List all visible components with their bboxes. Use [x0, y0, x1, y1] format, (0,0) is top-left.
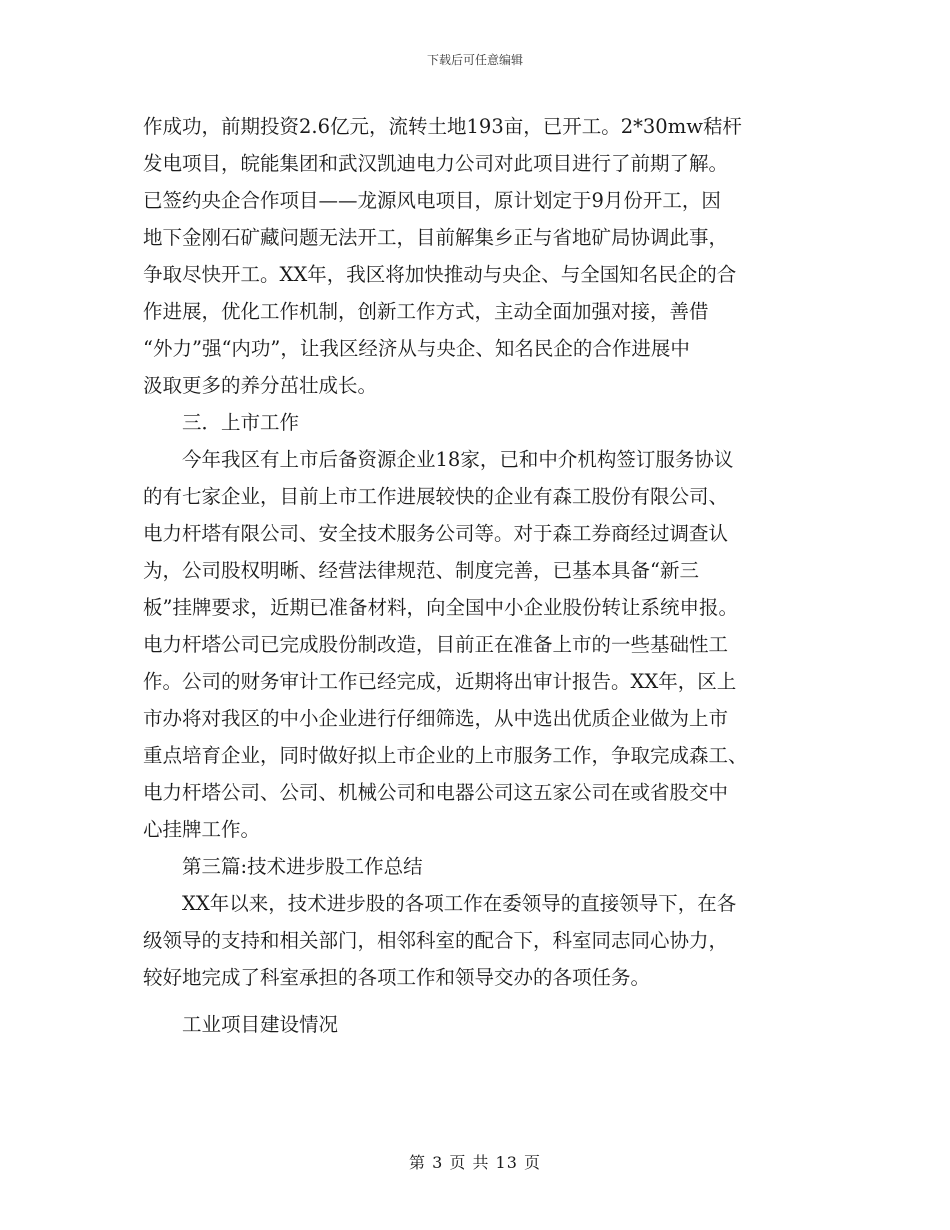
body-line: 作进展，优化工作机制，创新工作方式，主动全面加强对接，善借: [143, 300, 709, 323]
body-line: 板”挂牌要求，近期已准备材料，向全国中小企业股份转让系统申报。: [143, 596, 738, 619]
body-line: 市办将对我区的中小企业进行仔细筛选，从中选出优质企业做为上市: [143, 707, 729, 730]
body-line: 的有七家企业，目前上市工作进展较快的企业有森工股份有限公司、: [143, 485, 729, 508]
body-line: “外力”强“内功”，让我区经济从与央企、知名民企的合作进展中: [143, 337, 690, 360]
body-line: 电力杆塔公司已完成股份制改造，目前正在准备上市的一些基础性工: [143, 633, 729, 656]
document-body: [143, 108, 815, 1043]
body-line: 作成功，前期投资2.6亿元，流转土地193亩，已开工。2*30mw秸杆: [143, 115, 742, 138]
body-line: 较好地完成了科室承担的各项工作和领导交办的各项任务。: [143, 966, 651, 989]
section-heading: 三．上市工作: [182, 411, 300, 434]
paragraph-spacer: [143, 996, 815, 1006]
chapter-heading: 第三篇:技术进步股工作总结: [182, 855, 423, 878]
body-line: 争取尽快开工。XX年，我区将加快推动与央企、与全国知名民企的合: [143, 263, 737, 286]
body-line: 地下金刚石矿藏问题无法开工，目前解集乡正与省地矿局协调此事，: [143, 226, 729, 249]
body-line: 汲取更多的养分茁壮成长。: [143, 374, 378, 397]
body-line: 今年我区有上市后备资源企业18家，已和中介机构签订服务协议: [182, 448, 734, 471]
body-line: 心挂牌工作。: [143, 818, 261, 841]
body-line: 作。公司的财务审计工作已经完成，近期将出审计报告。XX年，区上: [143, 670, 737, 693]
page-header: 下载后可任意编辑: [426, 53, 523, 67]
body-line: XX年以来，技术进步股的各项工作在委领导的直接领导下，在各: [182, 892, 737, 915]
body-line: 级领导的支持和相关部门，相邻科室的配合下，科室同志同心协力，: [143, 929, 729, 952]
body-line: 电力杆塔公司、公司、机械公司和电器公司这五家公司在或省股交中: [143, 781, 729, 804]
body-line: 重点培育企业，同时做好拟上市企业的上市服务工作，争取完成森工、: [143, 744, 748, 767]
body-line: 电力杆塔有限公司、安全技术服务公司等。对于森工券商经过调查认: [143, 522, 729, 545]
body-line: 发电项目，皖能集团和武汉凯迪电力公司对此项目进行了前期了解。: [143, 152, 729, 175]
body-line: 已签约央企合作项目——龙源风电项目，原计划定于9月份开工，因: [143, 189, 721, 212]
page-number: 第 3 页 共 13 页: [409, 1153, 541, 1172]
section-heading: 工业项目建设情况: [182, 1013, 339, 1036]
body-line: 为，公司股权明晰、经营法律规范、制度完善，已基本具备“新三: [143, 559, 699, 582]
